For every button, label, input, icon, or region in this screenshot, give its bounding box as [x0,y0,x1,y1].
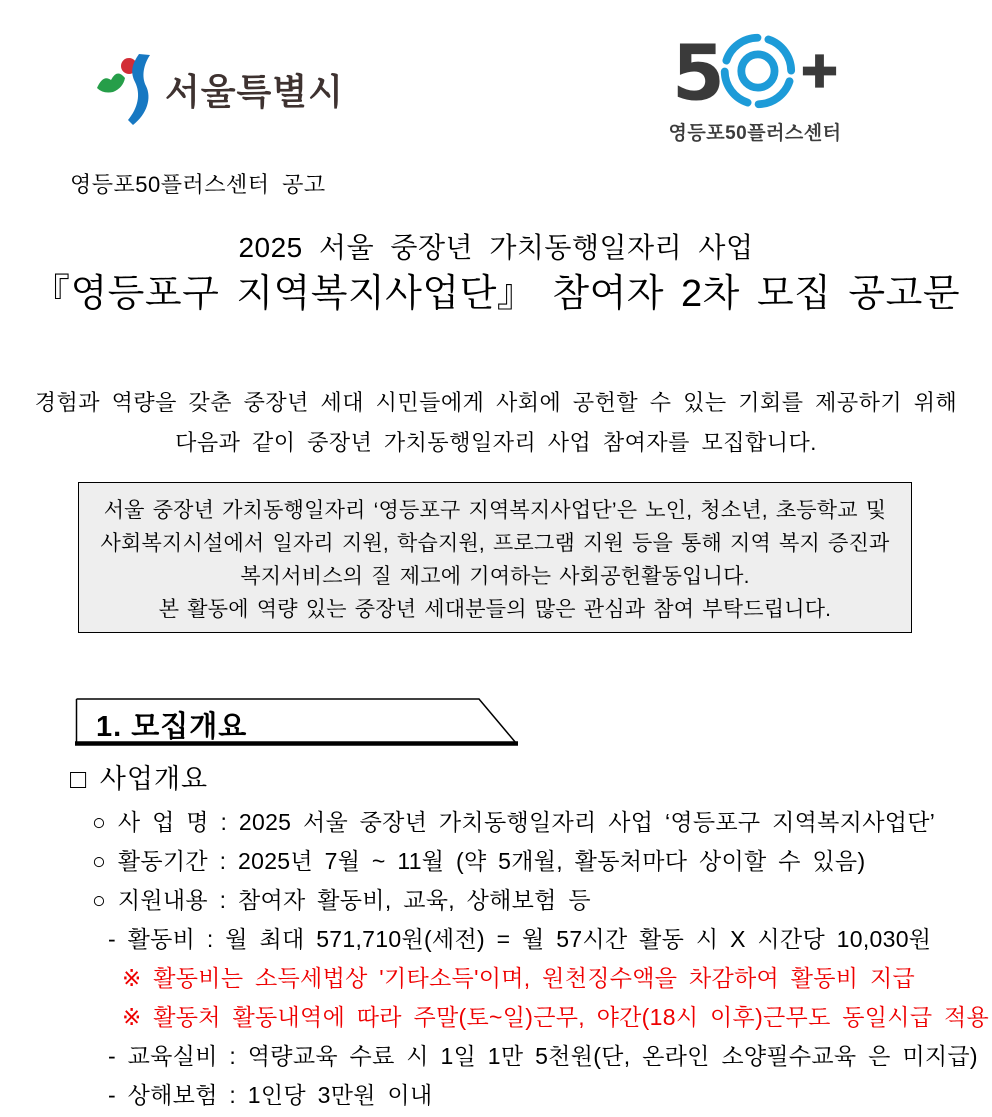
center-name-label: 영등포50플러스센터 [668,123,842,144]
highlight-line: 서울 중장년 가치동행일자리 ‘영등포구 지역복지사업단’은 노인, 청소년, 초등학교 및 [103,499,887,522]
overview-item-insurance: - 상해보험 : 1인당 3만원 이내 [108,1082,433,1108]
highlight-line: 본 활동에 역량 있는 중장년 세대분들의 많은 관심과 참여 부탁드립니다. [158,598,832,621]
highlight-line: 사회복지시설에서 일자리 지원, 학습지원, 프로그램 지원 등을 통해 지역 복지 증진과 [100,532,890,555]
title-line1: 2025 서울 중장년 가치동행일자리 사업 [238,232,754,263]
overview-item-business-name: ○ 사 업 명 : 2025 서울 중장년 가치동행일자리 사업 ‘영등포구 지역복지사업단’ [92,809,936,835]
seoul-city-logo [95,52,344,126]
overview-list [70,801,990,1113]
intro-line1: 경험과 역량을 갖춘 중장년 세대 시민들에게 사회에 공헌할 수 있는 기회를 제공하기 위해 [34,390,958,415]
overview-item-education-fee: - 교육실비 : 역량교육 수료 시 1일 1만 5천원(단, 온라인 소양필수교육 은 미지급) [108,1043,978,1069]
highlight-box [78,482,912,633]
section1-subheading: □ 사업개요 [70,764,209,794]
intro-paragraph [0,383,992,463]
overview-item-period: ○ 활동기간 : 2025년 7월 ~ 11월 (약 5개월, 활동처마다 상이할 수 있음) [92,848,866,874]
intro-line2: 다음과 같이 중장년 가치동행일자리 사업 참여자를 모집합니다. [175,430,817,455]
page-title: 『영등포구 지역복지사업단』 참여자 2차 모집 공고문 [31,273,961,315]
seoul-logo-text: 서울특별시 [165,70,344,112]
highlight-line: 복지서비스의 질 제고에 기여하는 사회공헌활동입니다. [240,565,750,588]
logo-five-glyph: 5 [671,28,725,114]
fifty-plus-icon [671,28,839,114]
section1-heading: 1. 모집개요 [96,711,248,743]
overview-item-support: ○ 지원내용 : 참여자 활동비, 교육, 상해보험 등 [92,887,591,913]
overview-note-wage: ※ 활동처 활동내역에 따라 주말(토~일)근무, 야간(18시 이후)근무도 동일시급 적용 [122,1004,990,1030]
seoul-symbol-icon [95,52,155,126]
overview-note-tax: ※ 활동비는 소득세법상 '기타소득'이며, 원천징수액을 차감하여 활동비 지급 [122,965,916,991]
announcement-label: 영등포50플러스센터 공고 [70,172,326,197]
fifty-plus-center-logo [640,28,870,145]
overview-item-activity-fee: - 활동비 : 월 최대 571,710원(세전) = 월 57시간 활동 시 X 시간당 10,030원 [108,926,932,952]
